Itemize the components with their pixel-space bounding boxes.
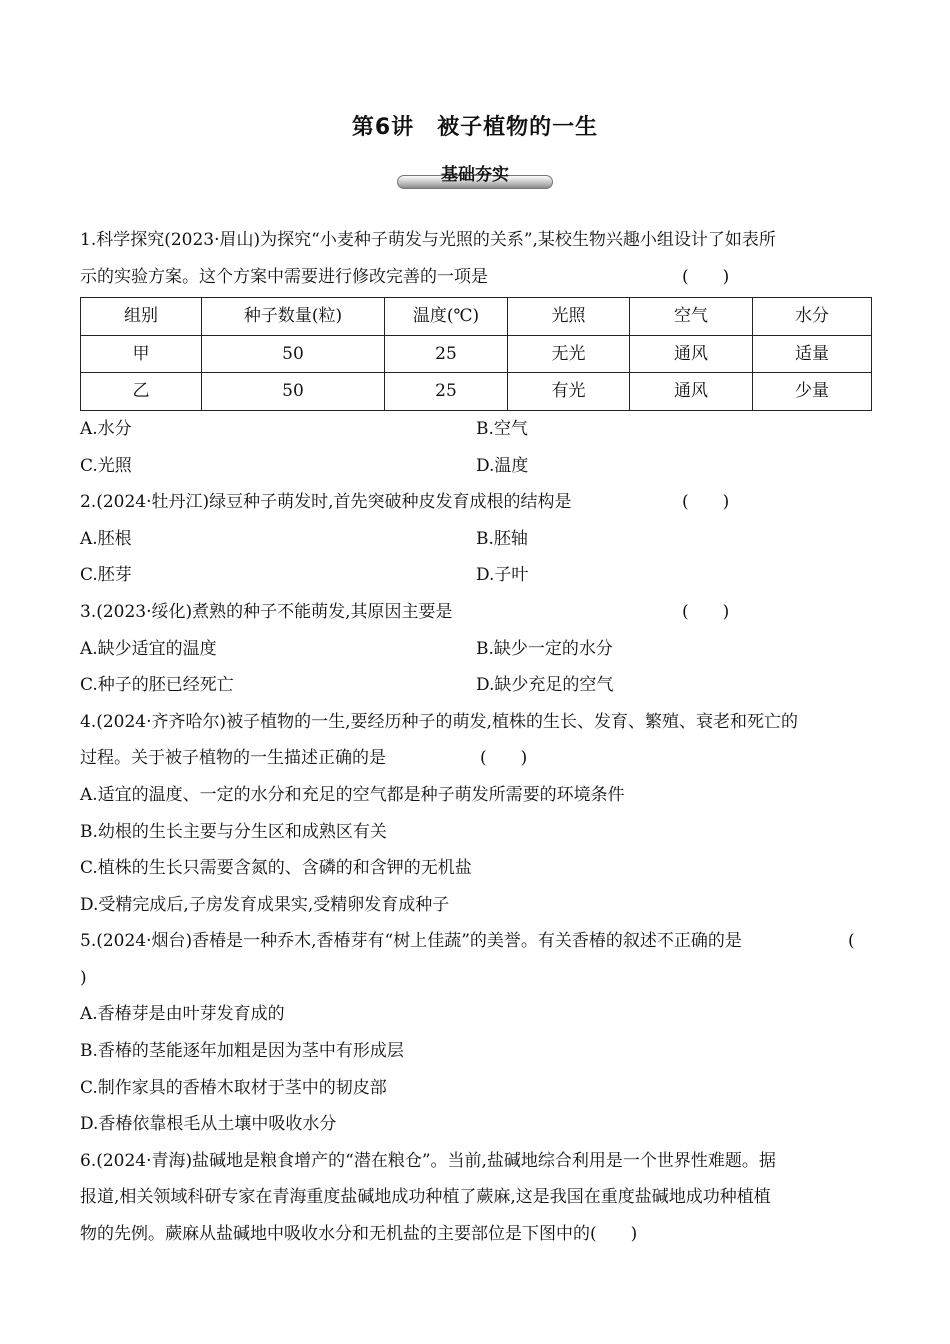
q4-line2-text: 过程。关于被子植物的一生描述正确的是 bbox=[80, 748, 386, 769]
table-header-cell: 温度(℃) bbox=[385, 298, 508, 336]
q2-line1 bbox=[80, 484, 872, 521]
page-title: 第6讲 被子植物的一生 bbox=[351, 115, 599, 140]
q2-options-row2 bbox=[80, 557, 872, 594]
table-cell: 25 bbox=[385, 373, 508, 411]
table-header-cell: 种子数量(粒) bbox=[202, 298, 385, 336]
q6-line3: 物的先例。蕨麻从盐碱地中吸收水分和无机盐的主要部位是下图中的( ) bbox=[80, 1224, 638, 1245]
q4-line1: 4.(2024·齐齐哈尔)被子植物的一生,要经历种子的萌发,植株的生长、发育、繁殖、衰老和死亡的 bbox=[80, 711, 798, 732]
q5-line2 bbox=[80, 960, 872, 997]
q1-line2-text: 示的实验方案。这个方案中需要进行修改完善的一项是 bbox=[80, 266, 488, 287]
q5-answer-paren-open: ( bbox=[848, 931, 855, 952]
q4-option-b: B.幼根的生长主要与分生区和成熟区有关 bbox=[80, 821, 387, 842]
q5-answer-paren-close: ) bbox=[80, 967, 87, 988]
table-cell: 50 bbox=[202, 373, 385, 411]
q1-line2 bbox=[80, 259, 872, 296]
q5-line1 bbox=[80, 923, 872, 960]
q2-answer-paren: ( ) bbox=[682, 492, 730, 513]
q1-option-a: A.水分 bbox=[80, 418, 132, 439]
q5-option-d: D.香椿依靠根毛从土壤中吸收水分 bbox=[80, 1114, 337, 1135]
q2-options-row1 bbox=[80, 521, 872, 558]
q3-options-row1 bbox=[80, 631, 872, 668]
q1-options-row1 bbox=[80, 411, 872, 448]
table-row bbox=[81, 335, 872, 373]
q2-option-d: D.子叶 bbox=[476, 565, 529, 586]
section-label: 基础夯实 bbox=[441, 165, 509, 185]
q1-option-d: D.温度 bbox=[476, 455, 529, 476]
q1-option-c: C.光照 bbox=[80, 455, 132, 476]
q3-option-d: D.缺少充足的空气 bbox=[476, 675, 614, 696]
questions bbox=[80, 222, 872, 1253]
section-banner bbox=[397, 164, 553, 190]
q4-option-c: C.植株的生长只需要含氮的、含磷的和含钾的无机盐 bbox=[80, 858, 472, 879]
q4-line2 bbox=[80, 740, 872, 777]
q1-answer-paren: ( ) bbox=[682, 266, 730, 287]
table-cell: 25 bbox=[385, 335, 508, 373]
table-header-cell: 水分 bbox=[753, 298, 872, 336]
q2-line1-text: 2.(2024·牡丹江)绿豆种子萌发时,首先突破种皮发育成根的结构是 bbox=[80, 492, 572, 513]
table-header-row bbox=[81, 298, 872, 336]
q2-option-c: C.胚芽 bbox=[80, 565, 132, 586]
table-cell: 通风 bbox=[630, 335, 753, 373]
table-cell: 少量 bbox=[753, 373, 872, 411]
table-cell: 甲 bbox=[81, 335, 202, 373]
table-cell: 适量 bbox=[753, 335, 872, 373]
table-cell: 乙 bbox=[81, 373, 202, 411]
q4-option-a: A.适宜的温度、一定的水分和充足的空气都是种子萌发所需要的环境条件 bbox=[80, 784, 625, 805]
table-header-cell: 组别 bbox=[81, 298, 202, 336]
table-header-cell: 空气 bbox=[630, 298, 753, 336]
q5-option-a: A.香椿芽是由叶芽发育成的 bbox=[80, 1004, 285, 1025]
table-cell: 通风 bbox=[630, 373, 753, 411]
table-cell: 50 bbox=[202, 335, 385, 373]
q5-option-b: B.香椿的茎能逐年加粗是因为茎中有形成层 bbox=[80, 1041, 404, 1062]
q3-option-b: B.缺少一定的水分 bbox=[476, 638, 613, 659]
table-header-cell: 光照 bbox=[508, 298, 630, 336]
q6-line1: 6.(2024·青海)盐碱地是粮食增产的“潜在粮仓”。当前,盐碱地综合利用是一个世界性难题。据 bbox=[80, 1150, 776, 1171]
q1-table bbox=[80, 297, 872, 411]
q2-option-b: B.胚轴 bbox=[476, 528, 528, 549]
q4-answer-paren: ( ) bbox=[480, 748, 528, 769]
q3-options-row2 bbox=[80, 667, 872, 704]
q5-option-c: C.制作家具的香椿木取材于茎中的韧皮部 bbox=[80, 1077, 387, 1098]
q3-line1-text: 3.(2023·绥化)煮熟的种子不能萌发,其原因主要是 bbox=[80, 601, 453, 622]
table-cell: 无光 bbox=[508, 335, 630, 373]
q3-option-a: A.缺少适宜的温度 bbox=[80, 638, 217, 659]
table-cell: 有光 bbox=[508, 373, 630, 411]
q3-answer-paren: ( ) bbox=[682, 601, 730, 622]
q1-options-row2 bbox=[80, 448, 872, 485]
q1-option-b: B.空气 bbox=[476, 418, 528, 439]
q3-line1 bbox=[80, 594, 872, 631]
q1-line1: 1.科学探究(2023·眉山)为探究“小麦种子萌发与光照的关系”,某校生物兴趣小组设计了如表所 bbox=[80, 230, 776, 250]
q2-option-a: A.胚根 bbox=[80, 528, 132, 549]
table-row bbox=[81, 373, 872, 411]
q5-line1-text: 5.(2024·烟台)香椿是一种乔木,香椿芽有“树上佳蔬”的美誉。有关香椿的叙述不正确的是 bbox=[80, 931, 742, 952]
q3-option-c: C.种子的胚已经死亡 bbox=[80, 675, 234, 696]
q6-line2: 报道,相关领域科研专家在青海重度盐碱地成功种植了蕨麻,这是我国在重度盐碱地成功种植植 bbox=[80, 1187, 771, 1208]
q4-option-d: D.受精完成后,子房发育成果实,受精卵发育成种子 bbox=[80, 894, 450, 915]
